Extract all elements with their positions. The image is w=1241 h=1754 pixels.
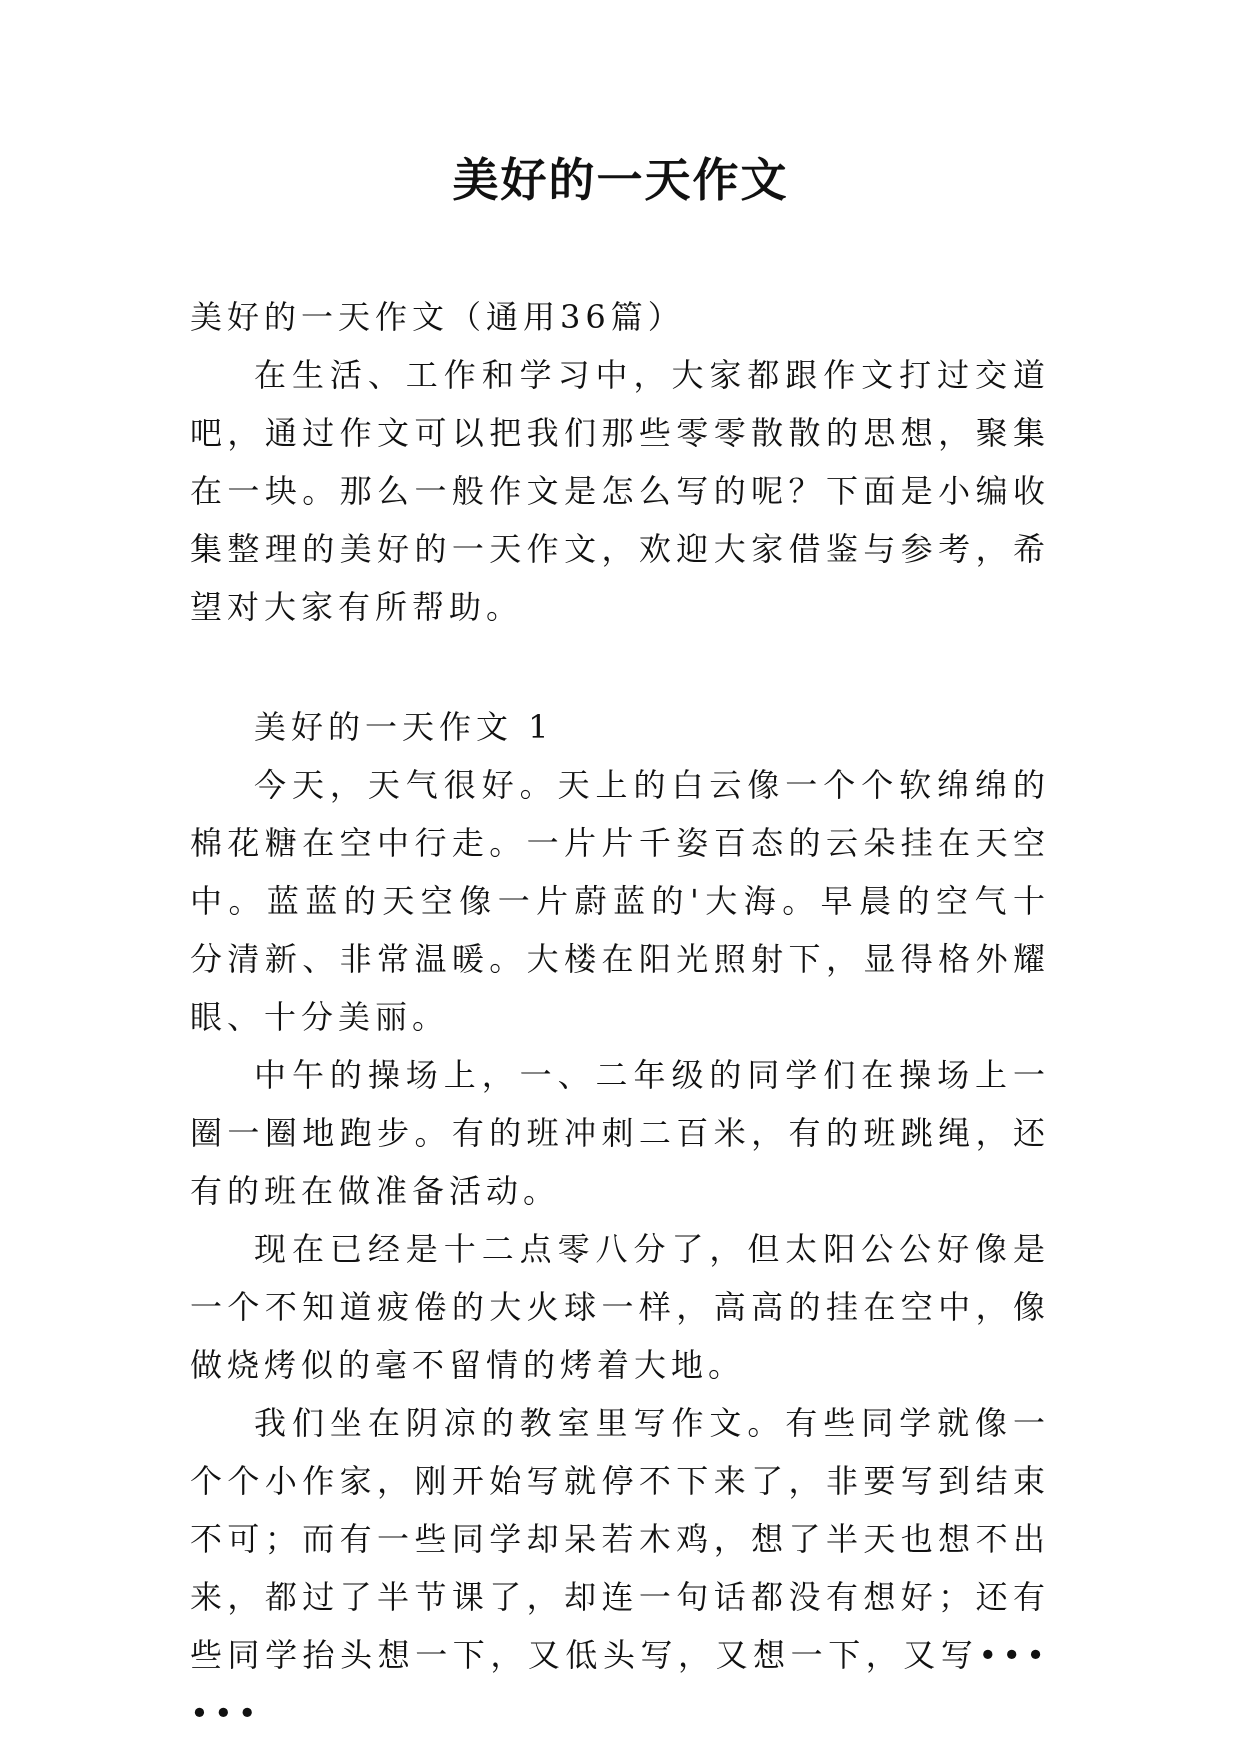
document-title: 美好的一天作文	[452, 153, 789, 207]
essay-paragraph: 我们坐在阴凉的教室里写作文。有些同学就像一个个小作家，刚开始写就停不下来了，非要写到结束不可；而有一些同学却呆若木鸡，想了半天也想不出来，都过了半节课了，却连一句话都没有想好；还有些同学抬头想一下，又低头写，又想一下，又写••••••	[190, 1404, 1050, 1732]
essay-paragraph: 今天，天气很好。天上的白云像一个个软绵绵的棉花糖在空中行走。一片片千姿百态的云朵挂在天空中。蓝蓝的天空像一片蔚蓝的'大海。早晨的空气十分清新、非常温暖。大楼在阳光照射下，显得格外耀眼、十分美丽。	[190, 766, 1050, 1036]
essay-paragraph: 中午的操场上，一、二年级的同学们在操场上一圈一圈地跑步。有的班冲刺二百米，有的班跳绳，还有的班在做准备活动。	[190, 1056, 1050, 1210]
intro-paragraph: 在生活、工作和学习中，大家都跟作文打过交道吧，通过作文可以把我们那些零零散散的思想，聚集在一块。那么一般作文是怎么写的呢？下面是小编收集整理的美好的一天作文，欢迎大家借鉴与参考，希望对大家有所帮助。	[190, 356, 1050, 626]
document-body	[190, 288, 1050, 1742]
essay-heading: 美好的一天作文 1	[254, 708, 554, 746]
section-spacer	[190, 636, 1050, 698]
essay-paragraph: 现在已经是十二点零八分了，但太阳公公好像是一个不知道疲倦的大火球一样，高高的挂在空中，像做烧烤似的毫不留情的烤着大地。	[190, 1230, 1050, 1384]
document-subtitle: 美好的一天作文（通用36篇）	[190, 298, 685, 336]
